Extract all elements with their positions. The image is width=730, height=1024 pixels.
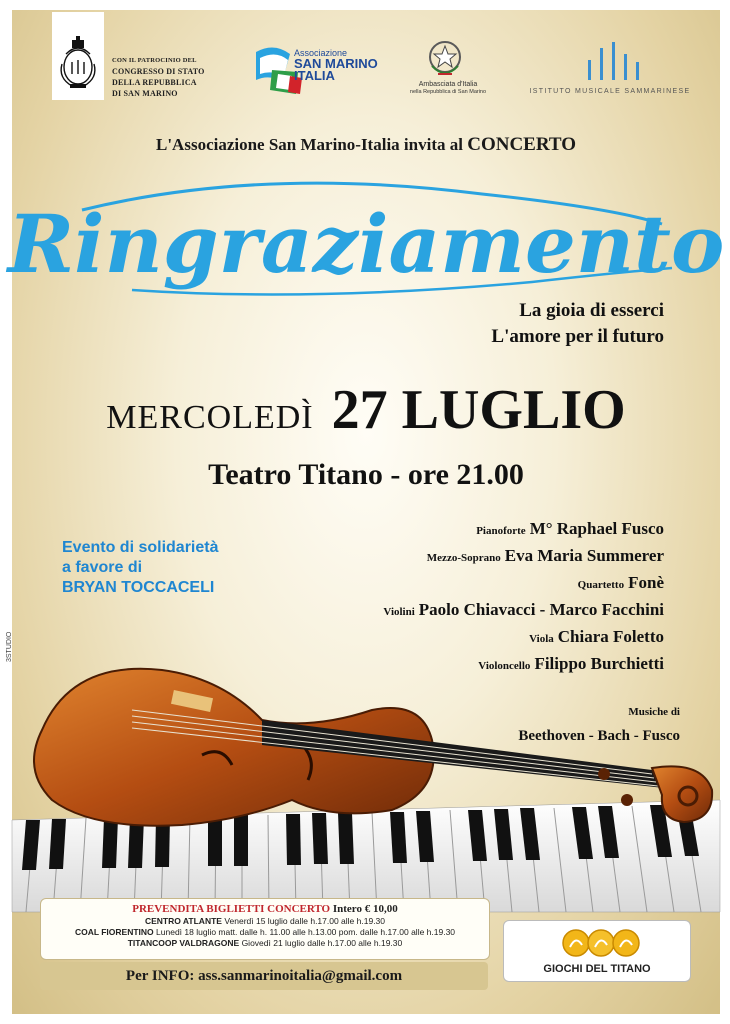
san-marino-seal-logo <box>52 12 104 100</box>
music-block <box>442 704 680 750</box>
performer-role: Mezzo-Soprano <box>426 552 501 564</box>
composers: Beethoven - Bach - Fusco <box>518 728 680 744</box>
embassy-line-1: Ambasciata d'Italia <box>418 81 478 88</box>
performer-row <box>272 596 664 623</box>
subtitle-block <box>404 298 664 350</box>
performer-role: Pianoforte <box>476 525 526 537</box>
ticket-outlet-times: Giovedì 21 luglio dalle h.17.00 alle h.19.30 <box>241 938 403 948</box>
coins-icon <box>556 927 646 959</box>
performer-name: Fonè <box>628 573 664 592</box>
performer-name: M° Raphael Fusco <box>529 519 664 538</box>
association-logo-text <box>294 48 378 82</box>
association-logo-line-1: Associazione <box>294 48 348 58</box>
performer-row <box>272 542 664 569</box>
ticket-outlet-name: TITANCOOP VALDRAGONE <box>127 938 240 948</box>
performer-row <box>272 623 664 650</box>
invite-line <box>12 134 720 156</box>
institute-name: ISTITUTO MUSICALE SAMMARINESE <box>529 88 691 95</box>
subtitle-line-1: La gioia di esserci <box>519 300 664 321</box>
performer-name: Filippo Burchietti <box>534 654 664 673</box>
ticket-outlet-times: Venerdì 15 luglio dalle h.17.00 alle h.19.30 <box>224 916 386 926</box>
performer-role: Violini <box>383 606 415 618</box>
ticket-outlet-times: Lunedì 18 luglio matt. dalle h. 11.00 alle h.13.00 pom. dalle h.17.00 alle h.19.30 <box>156 927 456 937</box>
ticket-title-text: PREVENDITA BIGLIETTI CONCERTO <box>132 903 331 915</box>
solidarity-line-3: BRYAN TOCCACELI <box>62 579 215 596</box>
sponsor-box <box>503 920 691 982</box>
performer-name: Eva Maria Summerer <box>504 546 664 565</box>
performer-name: Paolo Chiavacci - Marco Facchini <box>418 600 664 619</box>
performer-role: Viola <box>529 633 554 645</box>
music-label: Musiche di <box>628 706 680 718</box>
event-venue-time: Teatro Titano - ore 21.00 <box>208 458 524 491</box>
ticket-outlet-name: COAL FIORENTINO <box>74 927 154 937</box>
ticket-outlet-row <box>41 938 489 949</box>
embassy-line-2: nella Repubblica di San Marino <box>409 89 487 95</box>
invite-concert-word: CONCERTO <box>467 134 576 155</box>
performer-name: Chiara Foletto <box>557 627 664 646</box>
event-day-month: 27 LUGLIO <box>331 379 626 441</box>
italian-emblem-logo <box>428 40 462 78</box>
ticket-outlet-row <box>41 916 489 927</box>
sponsor-name: GIOCHI DEL TITANO <box>543 963 651 975</box>
title-script <box>7 172 725 302</box>
association-logo-line-2: SAN MARINO <box>294 56 378 71</box>
event-weekday: MERCOLEDÌ <box>106 399 314 436</box>
ticket-outlet-name: CENTRO ATLANTE <box>144 916 222 926</box>
association-logo-line-3: ITALIA <box>294 68 335 83</box>
performer-row <box>272 569 664 596</box>
event-date <box>12 378 720 442</box>
solidarity-line-2: a favore di <box>62 559 143 576</box>
patronage-line-4: DI SAN MARINO <box>112 89 178 98</box>
violin-piano-illustration <box>12 650 720 912</box>
title-text: Ringraziamento <box>7 197 725 291</box>
info-contact-bar: Per INFO: ass.sanmarinoitalia@gmail.com <box>40 962 488 990</box>
poster-background <box>6 10 725 1014</box>
performer-role: Violoncello <box>478 660 531 672</box>
institute-bars-logo <box>578 42 658 82</box>
patronage-text <box>112 55 205 99</box>
performer-role: Quartetto <box>577 579 625 591</box>
ticket-outlet-row <box>41 927 489 938</box>
embassy-text <box>392 80 504 96</box>
ticket-presale-title <box>41 903 489 916</box>
patronage-line-2: CONGRESSO DI STATO <box>112 67 205 76</box>
subtitle-line-2: L'amore per il futuro <box>491 326 664 347</box>
solidarity-note <box>62 538 218 598</box>
performer-row <box>272 515 664 542</box>
patronage-line-1: CON IL PATROCINIO DEL <box>112 57 197 64</box>
ticket-presale-box <box>40 898 490 960</box>
studio-credit: 3STUDIO <box>6 631 13 662</box>
invite-text: L'Associazione San Marino-Italia invita al <box>156 135 468 154</box>
patronage-line-3: DELLA REPUBBLICA <box>112 78 197 87</box>
solidarity-line-1: Evento di solidarietà <box>62 539 219 556</box>
ticket-price: Intero € 10,00 <box>332 903 398 915</box>
